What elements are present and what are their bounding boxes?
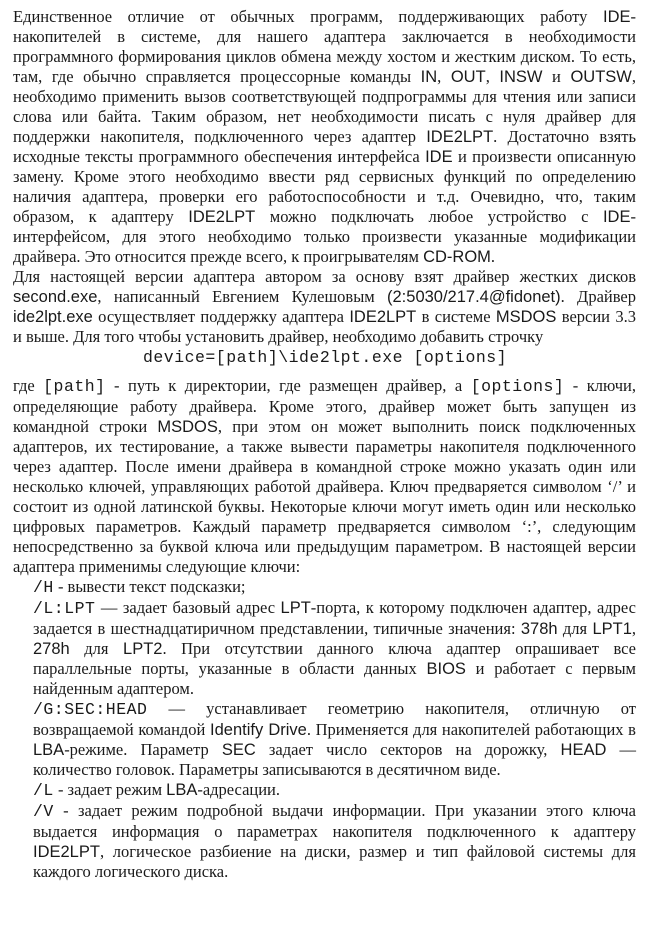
- text-run-serif: — задает базовый адрес: [95, 598, 281, 617]
- option-item-g-sec-head: [33, 699, 636, 780]
- text-run-serif: - задает режим подробной выдачи информации. При указании этого ключа выдается информация о параметрах накопителя подключенного к адаптеру: [33, 801, 636, 841]
- option-item-l-lpt: [33, 598, 636, 699]
- text-run-serif: и работает с первым найденным адаптером.: [33, 659, 637, 698]
- text-run-serif: задает число секторов на дорожку,: [255, 740, 561, 759]
- text-run-serif: Единственное отличие от обычных программ, поддерживающих работу: [13, 7, 603, 26]
- text-run-sans: Identify Drive: [210, 721, 307, 739]
- text-run-serif: Для настоящей версии адаптера автором за основу взят драйвер жестких дисков: [13, 267, 636, 286]
- text-run-serif: , написанный Евгением Кулешовым: [97, 287, 388, 306]
- text-run-sans: CD-ROM: [423, 248, 491, 266]
- text-run-sans: LBA: [33, 741, 65, 759]
- option-item-l: [33, 780, 636, 801]
- text-run-mono: /G:SEC:HEAD: [33, 700, 148, 719]
- text-run-serif: где: [13, 376, 44, 395]
- text-run-serif: , логическое разбиение на диски, размер и тип файловой системы для каждого логического диска.: [33, 842, 636, 881]
- text-run-serif: .: [490, 247, 496, 266]
- text-run-sans: IDE2LPT: [33, 843, 100, 861]
- text-run-sans: IDE2LPT: [349, 308, 417, 326]
- text-run-sans: IDE2LPT: [188, 208, 256, 226]
- text-run-sans: IDE: [602, 208, 631, 226]
- option-item-v: [33, 801, 636, 882]
- text-run-serif: . При отсутствии данного ключа адаптер опрашивает все параллельные порты, указанные в области данных: [33, 639, 636, 678]
- text-run-serif: -порта, к которому подключен адаптер, адрес задается в шестнадцатиричном представлении, типичные значения:: [33, 598, 636, 638]
- text-run-serif: - задает режим: [53, 780, 167, 799]
- text-run-serif: ,: [437, 67, 451, 86]
- text-run-serif: . Применяется для накопителей работающих в: [306, 720, 636, 739]
- text-run-sans: second.exe: [13, 288, 98, 306]
- text-run-mono: [path]: [43, 377, 106, 396]
- text-run-serif: ,: [485, 67, 500, 86]
- text-run-sans: ide2lpt.exe: [13, 308, 93, 326]
- document-body: [13, 7, 636, 882]
- text-run-serif: для: [69, 639, 124, 658]
- text-run-sans: LBA: [166, 781, 198, 799]
- text-run-sans: BIOS: [426, 660, 466, 678]
- text-run-serif: -накопителей в системе, для нашего адаптера заключается в необходимости программного формирования циклов обмена между хостом и жестким диском. То есть, там, где обычно справляется процессорные команды: [13, 7, 636, 86]
- text-run-sans: MSDOS: [157, 418, 218, 436]
- text-run-sans: LPT: [280, 599, 311, 617]
- code-line-device: [143, 347, 636, 368]
- text-run-serif: -режиме. Параметр: [64, 740, 222, 759]
- paragraph-intro: [13, 7, 636, 267]
- text-run-sans: INSW: [499, 68, 543, 86]
- text-run-sans: SEC: [221, 741, 256, 759]
- text-run-serif: - ключи, определяющие работу драйвера. Кроме этого, драйвер может быть запущен из командной строки: [13, 376, 636, 436]
- text-run-serif: - путь к директории, где размещен драйвер, а: [105, 376, 471, 395]
- text-run-serif: в системе: [416, 307, 496, 326]
- paragraph-driver-origin: [13, 267, 636, 347]
- text-run-sans: IDE: [425, 148, 453, 166]
- text-run-sans: HEAD: [560, 741, 607, 759]
- text-run-serif: . Достаточно взять исходные тексты программного обеспечения интерфейса: [13, 127, 636, 166]
- text-run-sans: (2:5030/217.4@fidonet): [387, 288, 561, 306]
- text-run-serif: ,: [631, 619, 637, 638]
- option-item-h: [33, 577, 636, 598]
- text-run-sans: IDE: [602, 8, 631, 26]
- text-run-mono: /H: [33, 578, 54, 597]
- text-run-serif: осуществляет поддержку адаптера: [92, 307, 350, 326]
- text-run-mono: /L: [33, 781, 54, 800]
- text-run-serif: — количество головок. Параметры записываются в десятичном виде.: [33, 740, 636, 779]
- text-run-serif: , при этом он может выполнить поиск подключенных адаптеров, их тестирование, а также вывести параметры накопителя подключенного через адаптер. После имени драйвера в командной строке можно указать один или несколько ключей, управляющих работой драйвера. Ключ предваряется символом ‘/’ и состоит из одной латинской буквы. Некоторые ключи могут иметь один или несколько цифровых параметров. Каждый параметр предваряется символом ‘:’, следующим непосредственно за буквой ключа или предыдущим параметром. В настоящей версии адаптера применимы следующие ключи:: [13, 417, 637, 576]
- text-run-sans: LPT2: [123, 640, 163, 658]
- text-run-sans: IDE2LPT: [426, 128, 494, 146]
- text-run-sans: 278h: [33, 640, 70, 658]
- text-run-sans: IN: [420, 68, 438, 86]
- paragraph-options-intro: [13, 376, 636, 577]
- text-run-serif: и произвести описанную замену. Кроме этого необходимо ввести ряд сервисных функций по определению наличия адаптера, проверки его работоспособности и т.д. Очевидно, что, таким образом, к адаптеру: [13, 147, 636, 226]
- text-run-mono: /L:LPT: [33, 599, 96, 618]
- text-run-serif: версии 3.3 и выше. Для того чтобы установить драйвер, необходимо добавить строчку: [13, 307, 636, 346]
- text-run-serif: -интерфейсом, для этого необходимо только произвести указанные модификации драйвера. Это относится прежде всего, к проигрывателям: [13, 207, 636, 266]
- text-run-sans: OUTSW: [570, 68, 632, 86]
- text-run-mono: /V: [33, 802, 54, 821]
- text-run-serif: -адресации.: [197, 780, 281, 799]
- text-run-sans: 378h: [520, 620, 558, 638]
- text-run-mono: [options]: [470, 377, 565, 396]
- text-run-sans: MSDOS: [495, 308, 557, 326]
- text-run-serif: можно подключать любое устройство с: [255, 207, 603, 226]
- text-run-serif: — устанавливает геометрию накопителя, отличную от возвращаемой командой: [33, 699, 636, 739]
- text-run-serif: . Драйвер: [560, 287, 636, 306]
- text-run-serif: и: [542, 67, 571, 86]
- text-run-serif: - вывести текст подсказки;: [53, 577, 246, 596]
- text-run-serif: для: [557, 619, 593, 638]
- text-run-sans: LPT1: [592, 620, 632, 638]
- text-run-sans: OUT: [450, 68, 486, 86]
- text-run-mono: device=[path]\ide2lpt.exe [options]: [143, 348, 508, 367]
- text-run-serif: , необходимо применить вызов соответствующей подпрограммы для чтения или записи слова или байта. Таким образом, нет необходимости писать с нуля драйвер для поддержки накопителя, подключенного через адаптер: [13, 67, 637, 146]
